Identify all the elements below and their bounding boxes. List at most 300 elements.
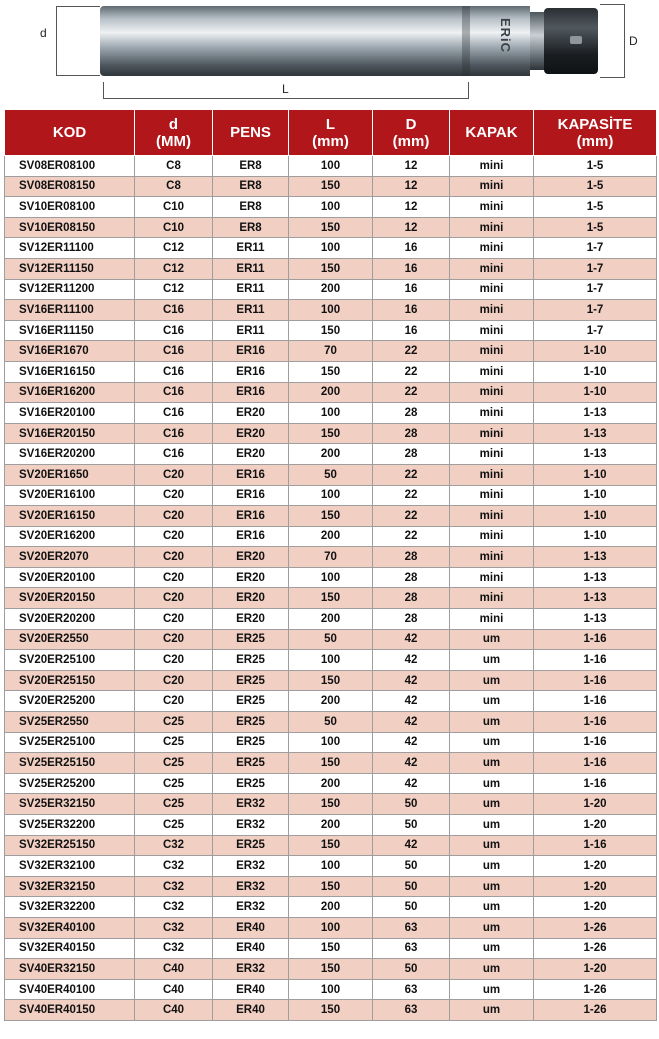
cell-kod: SV20ER20150 bbox=[5, 588, 135, 609]
cell-l: 100 bbox=[289, 567, 373, 588]
cell-kod: SV25ER25200 bbox=[5, 773, 135, 794]
cell-d: C16 bbox=[135, 341, 213, 362]
cell-pens: ER20 bbox=[213, 567, 289, 588]
cell-d: 22 bbox=[373, 526, 450, 547]
cell-kapak: um bbox=[450, 794, 534, 815]
cell-l: 150 bbox=[289, 258, 373, 279]
cell-l: 200 bbox=[289, 773, 373, 794]
cell-kod: SV20ER2550 bbox=[5, 629, 135, 650]
cell-l: 100 bbox=[289, 732, 373, 753]
dim-D-bracket-bottom bbox=[600, 77, 624, 78]
cell-d: C10 bbox=[135, 217, 213, 238]
cell-d: 50 bbox=[373, 815, 450, 836]
table-row bbox=[5, 773, 657, 794]
cell-l: 200 bbox=[289, 526, 373, 547]
cell-kapasite: 1-16 bbox=[534, 712, 657, 733]
cell-d: C40 bbox=[135, 1000, 213, 1021]
cell-kod: SV20ER25100 bbox=[5, 650, 135, 671]
cell-pens: ER25 bbox=[213, 773, 289, 794]
header-l: L (mm) bbox=[289, 110, 373, 156]
cell-kapak: um bbox=[450, 959, 534, 980]
cell-kod: SV08ER08100 bbox=[5, 156, 135, 177]
cell-l: 150 bbox=[289, 876, 373, 897]
cell-pens: ER20 bbox=[213, 423, 289, 444]
cell-l: 200 bbox=[289, 382, 373, 403]
cell-kod: SV08ER08150 bbox=[5, 176, 135, 197]
table-row bbox=[5, 876, 657, 897]
collet-neck bbox=[530, 12, 544, 70]
cell-d: 16 bbox=[373, 258, 450, 279]
dim-D-label: D bbox=[629, 34, 638, 48]
cell-kapasite: 1-26 bbox=[534, 917, 657, 938]
cell-d: C40 bbox=[135, 959, 213, 980]
dim-L-bracket-right bbox=[468, 82, 469, 98]
cell-d: C10 bbox=[135, 197, 213, 218]
cell-l: 100 bbox=[289, 485, 373, 506]
table-row bbox=[5, 341, 657, 362]
cell-kod: SV20ER16150 bbox=[5, 506, 135, 527]
table-row bbox=[5, 979, 657, 1000]
table-row bbox=[5, 712, 657, 733]
cell-pens: ER11 bbox=[213, 300, 289, 321]
cell-kod: SV32ER32150 bbox=[5, 876, 135, 897]
cell-l: 100 bbox=[289, 300, 373, 321]
cell-l: 150 bbox=[289, 1000, 373, 1021]
cell-kapasite: 1-5 bbox=[534, 156, 657, 177]
cell-pens: ER16 bbox=[213, 341, 289, 362]
cell-kapak: um bbox=[450, 938, 534, 959]
cell-pens: ER40 bbox=[213, 917, 289, 938]
cell-d: 42 bbox=[373, 753, 450, 774]
cell-pens: ER20 bbox=[213, 547, 289, 568]
cell-d: C16 bbox=[135, 382, 213, 403]
cell-kod: SV12ER11100 bbox=[5, 238, 135, 259]
cell-d: C20 bbox=[135, 609, 213, 630]
table-row bbox=[5, 938, 657, 959]
cell-l: 200 bbox=[289, 815, 373, 836]
cell-d: C32 bbox=[135, 856, 213, 877]
cell-d: C32 bbox=[135, 917, 213, 938]
shank-groove bbox=[462, 6, 470, 76]
cell-kod: SV32ER25150 bbox=[5, 835, 135, 856]
cell-pens: ER32 bbox=[213, 794, 289, 815]
cell-d: 12 bbox=[373, 197, 450, 218]
cell-kapak: mini bbox=[450, 238, 534, 259]
cell-kapasite: 1-7 bbox=[534, 258, 657, 279]
cell-kapak: mini bbox=[450, 423, 534, 444]
cell-kod: SV40ER40100 bbox=[5, 979, 135, 1000]
cell-pens: ER11 bbox=[213, 320, 289, 341]
cell-kod: SV16ER16200 bbox=[5, 382, 135, 403]
cell-kod: SV12ER11200 bbox=[5, 279, 135, 300]
cell-kapak: um bbox=[450, 876, 534, 897]
table-row bbox=[5, 794, 657, 815]
cell-pens: ER32 bbox=[213, 856, 289, 877]
cell-l: 150 bbox=[289, 423, 373, 444]
cell-kapasite: 1-13 bbox=[534, 403, 657, 424]
cell-kod: SV16ER11150 bbox=[5, 320, 135, 341]
cell-kod: SV32ER32100 bbox=[5, 856, 135, 877]
cell-pens: ER8 bbox=[213, 197, 289, 218]
cell-d: 42 bbox=[373, 712, 450, 733]
table-row bbox=[5, 197, 657, 218]
table-row bbox=[5, 609, 657, 630]
cell-kapasite: 1-13 bbox=[534, 547, 657, 568]
table-row bbox=[5, 217, 657, 238]
cell-kod: SV16ER16150 bbox=[5, 361, 135, 382]
cell-kod: SV40ER40150 bbox=[5, 1000, 135, 1021]
cell-pens: ER16 bbox=[213, 485, 289, 506]
product-table bbox=[4, 109, 657, 1021]
cell-kapak: um bbox=[450, 712, 534, 733]
cell-d: C12 bbox=[135, 258, 213, 279]
cell-d: C20 bbox=[135, 567, 213, 588]
cell-pens: ER40 bbox=[213, 1000, 289, 1021]
dim-d-bracket-bottom bbox=[56, 75, 100, 76]
cell-kapasite: 1-16 bbox=[534, 835, 657, 856]
cell-d: 16 bbox=[373, 279, 450, 300]
cell-d: 12 bbox=[373, 156, 450, 177]
cell-l: 150 bbox=[289, 835, 373, 856]
cell-pens: ER40 bbox=[213, 979, 289, 1000]
cell-kapasite: 1-26 bbox=[534, 979, 657, 1000]
dim-d-bracket-side bbox=[56, 6, 57, 76]
cell-kod: SV20ER20100 bbox=[5, 567, 135, 588]
cell-d: C20 bbox=[135, 485, 213, 506]
cell-d: 63 bbox=[373, 917, 450, 938]
cell-pens: ER16 bbox=[213, 526, 289, 547]
cell-d: 22 bbox=[373, 341, 450, 362]
cell-d: C20 bbox=[135, 670, 213, 691]
table-row bbox=[5, 567, 657, 588]
table-row bbox=[5, 650, 657, 671]
table-row bbox=[5, 670, 657, 691]
cell-kapasite: 1-13 bbox=[534, 423, 657, 444]
cell-d: C25 bbox=[135, 732, 213, 753]
cell-kod: SV16ER11100 bbox=[5, 300, 135, 321]
cell-kapak: mini bbox=[450, 156, 534, 177]
table-row bbox=[5, 526, 657, 547]
cell-d: 28 bbox=[373, 588, 450, 609]
cell-d: 22 bbox=[373, 382, 450, 403]
cell-d: 50 bbox=[373, 794, 450, 815]
cell-pens: ER20 bbox=[213, 403, 289, 424]
table-row bbox=[5, 444, 657, 465]
cell-kapasite: 1-7 bbox=[534, 320, 657, 341]
cell-kod: SV20ER25150 bbox=[5, 670, 135, 691]
cell-d: 22 bbox=[373, 506, 450, 527]
cell-kapasite: 1-10 bbox=[534, 382, 657, 403]
cell-kapak: mini bbox=[450, 382, 534, 403]
cell-d: 22 bbox=[373, 464, 450, 485]
cell-kapak: um bbox=[450, 1000, 534, 1021]
cell-d: C8 bbox=[135, 156, 213, 177]
cell-d: C20 bbox=[135, 650, 213, 671]
cell-d: C12 bbox=[135, 279, 213, 300]
cell-d: 42 bbox=[373, 670, 450, 691]
cell-l: 70 bbox=[289, 341, 373, 362]
cell-kapasite: 1-26 bbox=[534, 938, 657, 959]
cell-d: 28 bbox=[373, 444, 450, 465]
cell-kapak: mini bbox=[450, 361, 534, 382]
cell-d: C16 bbox=[135, 444, 213, 465]
cell-kapasite: 1-20 bbox=[534, 815, 657, 836]
cell-l: 150 bbox=[289, 320, 373, 341]
cell-pens: ER32 bbox=[213, 876, 289, 897]
table-row bbox=[5, 320, 657, 341]
cell-l: 150 bbox=[289, 794, 373, 815]
cell-d: C32 bbox=[135, 897, 213, 918]
cell-d: C32 bbox=[135, 876, 213, 897]
cell-pens: ER25 bbox=[213, 629, 289, 650]
cell-d: 28 bbox=[373, 403, 450, 424]
cell-kapak: mini bbox=[450, 279, 534, 300]
cell-d: 42 bbox=[373, 773, 450, 794]
cell-kod: SV25ER32150 bbox=[5, 794, 135, 815]
cell-kapak: mini bbox=[450, 197, 534, 218]
cell-kapasite: 1-16 bbox=[534, 650, 657, 671]
table-header-row bbox=[5, 110, 657, 156]
cell-d: C20 bbox=[135, 588, 213, 609]
cell-kapak: um bbox=[450, 897, 534, 918]
cell-kod: SV16ER20200 bbox=[5, 444, 135, 465]
cell-l: 150 bbox=[289, 217, 373, 238]
cell-d: C32 bbox=[135, 835, 213, 856]
cell-kod: SV10ER08150 bbox=[5, 217, 135, 238]
cell-kapasite: 1-26 bbox=[534, 1000, 657, 1021]
cell-kapasite: 1-5 bbox=[534, 176, 657, 197]
cell-kod: SV32ER40100 bbox=[5, 917, 135, 938]
cell-kod: SV20ER16200 bbox=[5, 526, 135, 547]
brand-logo: ERiC bbox=[498, 17, 514, 54]
cell-kod: SV12ER11150 bbox=[5, 258, 135, 279]
cell-d: C20 bbox=[135, 464, 213, 485]
table-row bbox=[5, 629, 657, 650]
cell-l: 100 bbox=[289, 856, 373, 877]
cell-kapak: um bbox=[450, 629, 534, 650]
cell-kapak: mini bbox=[450, 176, 534, 197]
cell-d: C25 bbox=[135, 712, 213, 733]
cell-pens: ER25 bbox=[213, 650, 289, 671]
table-row bbox=[5, 691, 657, 712]
cell-pens: ER25 bbox=[213, 712, 289, 733]
cell-d: 50 bbox=[373, 876, 450, 897]
cell-kapak: mini bbox=[450, 485, 534, 506]
cell-d: C25 bbox=[135, 815, 213, 836]
cell-kapak: mini bbox=[450, 506, 534, 527]
header-d: d (MM) bbox=[135, 110, 213, 156]
table-row bbox=[5, 547, 657, 568]
table-row bbox=[5, 753, 657, 774]
cell-kapasite: 1-16 bbox=[534, 773, 657, 794]
cell-pens: ER16 bbox=[213, 382, 289, 403]
cell-d: 42 bbox=[373, 732, 450, 753]
cell-l: 100 bbox=[289, 238, 373, 259]
table-row bbox=[5, 897, 657, 918]
cell-d: 42 bbox=[373, 835, 450, 856]
cell-kapak: mini bbox=[450, 588, 534, 609]
cell-pens: ER11 bbox=[213, 258, 289, 279]
cell-d: C25 bbox=[135, 794, 213, 815]
dim-d-bracket-top bbox=[56, 6, 100, 7]
cell-kapak: mini bbox=[450, 258, 534, 279]
cell-d: 63 bbox=[373, 1000, 450, 1021]
collet-nut-slot bbox=[570, 36, 582, 44]
cell-kapasite: 1-10 bbox=[534, 485, 657, 506]
cell-kapak: um bbox=[450, 979, 534, 1000]
cell-pens: ER40 bbox=[213, 938, 289, 959]
cell-l: 200 bbox=[289, 897, 373, 918]
cell-kapak: mini bbox=[450, 217, 534, 238]
cell-kapak: mini bbox=[450, 320, 534, 341]
cell-l: 100 bbox=[289, 917, 373, 938]
cell-kapak: um bbox=[450, 917, 534, 938]
cell-kapasite: 1-5 bbox=[534, 197, 657, 218]
table-row bbox=[5, 732, 657, 753]
tool-holder-figure bbox=[0, 0, 659, 108]
table-row bbox=[5, 403, 657, 424]
cell-kapasite: 1-16 bbox=[534, 732, 657, 753]
cell-d: C12 bbox=[135, 238, 213, 259]
cell-kapasite: 1-5 bbox=[534, 217, 657, 238]
cell-l: 50 bbox=[289, 629, 373, 650]
cell-d: 42 bbox=[373, 650, 450, 671]
cell-pens: ER25 bbox=[213, 732, 289, 753]
cell-kapasite: 1-10 bbox=[534, 464, 657, 485]
cell-l: 100 bbox=[289, 197, 373, 218]
cell-d: C20 bbox=[135, 526, 213, 547]
cell-kapasite: 1-16 bbox=[534, 691, 657, 712]
cell-pens: ER32 bbox=[213, 815, 289, 836]
cell-l: 150 bbox=[289, 361, 373, 382]
cell-l: 150 bbox=[289, 753, 373, 774]
cell-d: 12 bbox=[373, 217, 450, 238]
cell-d: C16 bbox=[135, 403, 213, 424]
cell-kapak: mini bbox=[450, 547, 534, 568]
cell-kapak: um bbox=[450, 856, 534, 877]
cell-d: C25 bbox=[135, 773, 213, 794]
cell-d: 16 bbox=[373, 320, 450, 341]
table-row bbox=[5, 300, 657, 321]
cell-kod: SV16ER20150 bbox=[5, 423, 135, 444]
cell-kod: SV32ER32200 bbox=[5, 897, 135, 918]
cell-l: 150 bbox=[289, 959, 373, 980]
cell-pens: ER8 bbox=[213, 156, 289, 177]
cell-l: 70 bbox=[289, 547, 373, 568]
cell-d: C20 bbox=[135, 629, 213, 650]
tool-holder-image bbox=[100, 6, 598, 76]
cell-kapak: mini bbox=[450, 444, 534, 465]
header-kapasite: KAPASİTE (mm) bbox=[534, 110, 657, 156]
cell-d: 28 bbox=[373, 609, 450, 630]
cell-l: 100 bbox=[289, 403, 373, 424]
cell-d: 28 bbox=[373, 547, 450, 568]
cell-kod: SV20ER2070 bbox=[5, 547, 135, 568]
cell-pens: ER20 bbox=[213, 444, 289, 465]
cell-d: 63 bbox=[373, 979, 450, 1000]
cell-pens: ER20 bbox=[213, 588, 289, 609]
cell-kod: SV20ER1650 bbox=[5, 464, 135, 485]
cell-kod: SV20ER16100 bbox=[5, 485, 135, 506]
table-row bbox=[5, 959, 657, 980]
cell-kapasite: 1-13 bbox=[534, 567, 657, 588]
cell-kapak: um bbox=[450, 773, 534, 794]
cell-kapak: um bbox=[450, 691, 534, 712]
cell-l: 150 bbox=[289, 176, 373, 197]
table-row bbox=[5, 815, 657, 836]
cell-d: C40 bbox=[135, 979, 213, 1000]
cell-l: 200 bbox=[289, 444, 373, 465]
cell-kapasite: 1-10 bbox=[534, 526, 657, 547]
table-row bbox=[5, 382, 657, 403]
cell-l: 200 bbox=[289, 691, 373, 712]
dim-D-bracket-side bbox=[624, 4, 625, 78]
cell-d: C16 bbox=[135, 320, 213, 341]
cell-kapasite: 1-16 bbox=[534, 753, 657, 774]
cell-l: 150 bbox=[289, 506, 373, 527]
cell-kod: SV40ER32150 bbox=[5, 959, 135, 980]
cell-kapak: mini bbox=[450, 609, 534, 630]
cell-d: 22 bbox=[373, 361, 450, 382]
cell-kod: SV32ER40150 bbox=[5, 938, 135, 959]
cell-l: 150 bbox=[289, 938, 373, 959]
table-row bbox=[5, 464, 657, 485]
cell-kapak: um bbox=[450, 815, 534, 836]
cell-kapasite: 1-16 bbox=[534, 629, 657, 650]
cell-d: C8 bbox=[135, 176, 213, 197]
cell-pens: ER16 bbox=[213, 464, 289, 485]
table-row bbox=[5, 156, 657, 177]
table-row bbox=[5, 917, 657, 938]
cell-kapak: mini bbox=[450, 464, 534, 485]
cell-d: 50 bbox=[373, 856, 450, 877]
cell-kapak: um bbox=[450, 670, 534, 691]
cell-kod: SV16ER20100 bbox=[5, 403, 135, 424]
dim-d-label: d bbox=[40, 26, 47, 40]
cell-l: 200 bbox=[289, 279, 373, 300]
cell-d: 16 bbox=[373, 238, 450, 259]
cell-pens: ER32 bbox=[213, 897, 289, 918]
table-row bbox=[5, 361, 657, 382]
cell-l: 150 bbox=[289, 588, 373, 609]
cell-kapasite: 1-13 bbox=[534, 609, 657, 630]
dim-D-bracket-top bbox=[600, 4, 624, 5]
cell-l: 150 bbox=[289, 670, 373, 691]
cell-kod: SV10ER08100 bbox=[5, 197, 135, 218]
cell-pens: ER11 bbox=[213, 279, 289, 300]
cell-kapasite: 1-7 bbox=[534, 279, 657, 300]
table-row bbox=[5, 423, 657, 444]
cell-pens: ER20 bbox=[213, 609, 289, 630]
cell-d: 42 bbox=[373, 691, 450, 712]
cell-l: 100 bbox=[289, 979, 373, 1000]
cell-d: 42 bbox=[373, 629, 450, 650]
cell-pens: ER8 bbox=[213, 176, 289, 197]
cell-pens: ER11 bbox=[213, 238, 289, 259]
cell-kapasite: 1-7 bbox=[534, 238, 657, 259]
cell-kod: SV20ER25200 bbox=[5, 691, 135, 712]
cell-kod: SV25ER25100 bbox=[5, 732, 135, 753]
table-row bbox=[5, 506, 657, 527]
cell-kapasite: 1-20 bbox=[534, 794, 657, 815]
cell-kapak: um bbox=[450, 732, 534, 753]
table-row bbox=[5, 856, 657, 877]
cell-d: C20 bbox=[135, 506, 213, 527]
cell-kod: SV20ER20200 bbox=[5, 609, 135, 630]
table-row bbox=[5, 258, 657, 279]
cell-kapasite: 1-13 bbox=[534, 444, 657, 465]
table-row bbox=[5, 176, 657, 197]
